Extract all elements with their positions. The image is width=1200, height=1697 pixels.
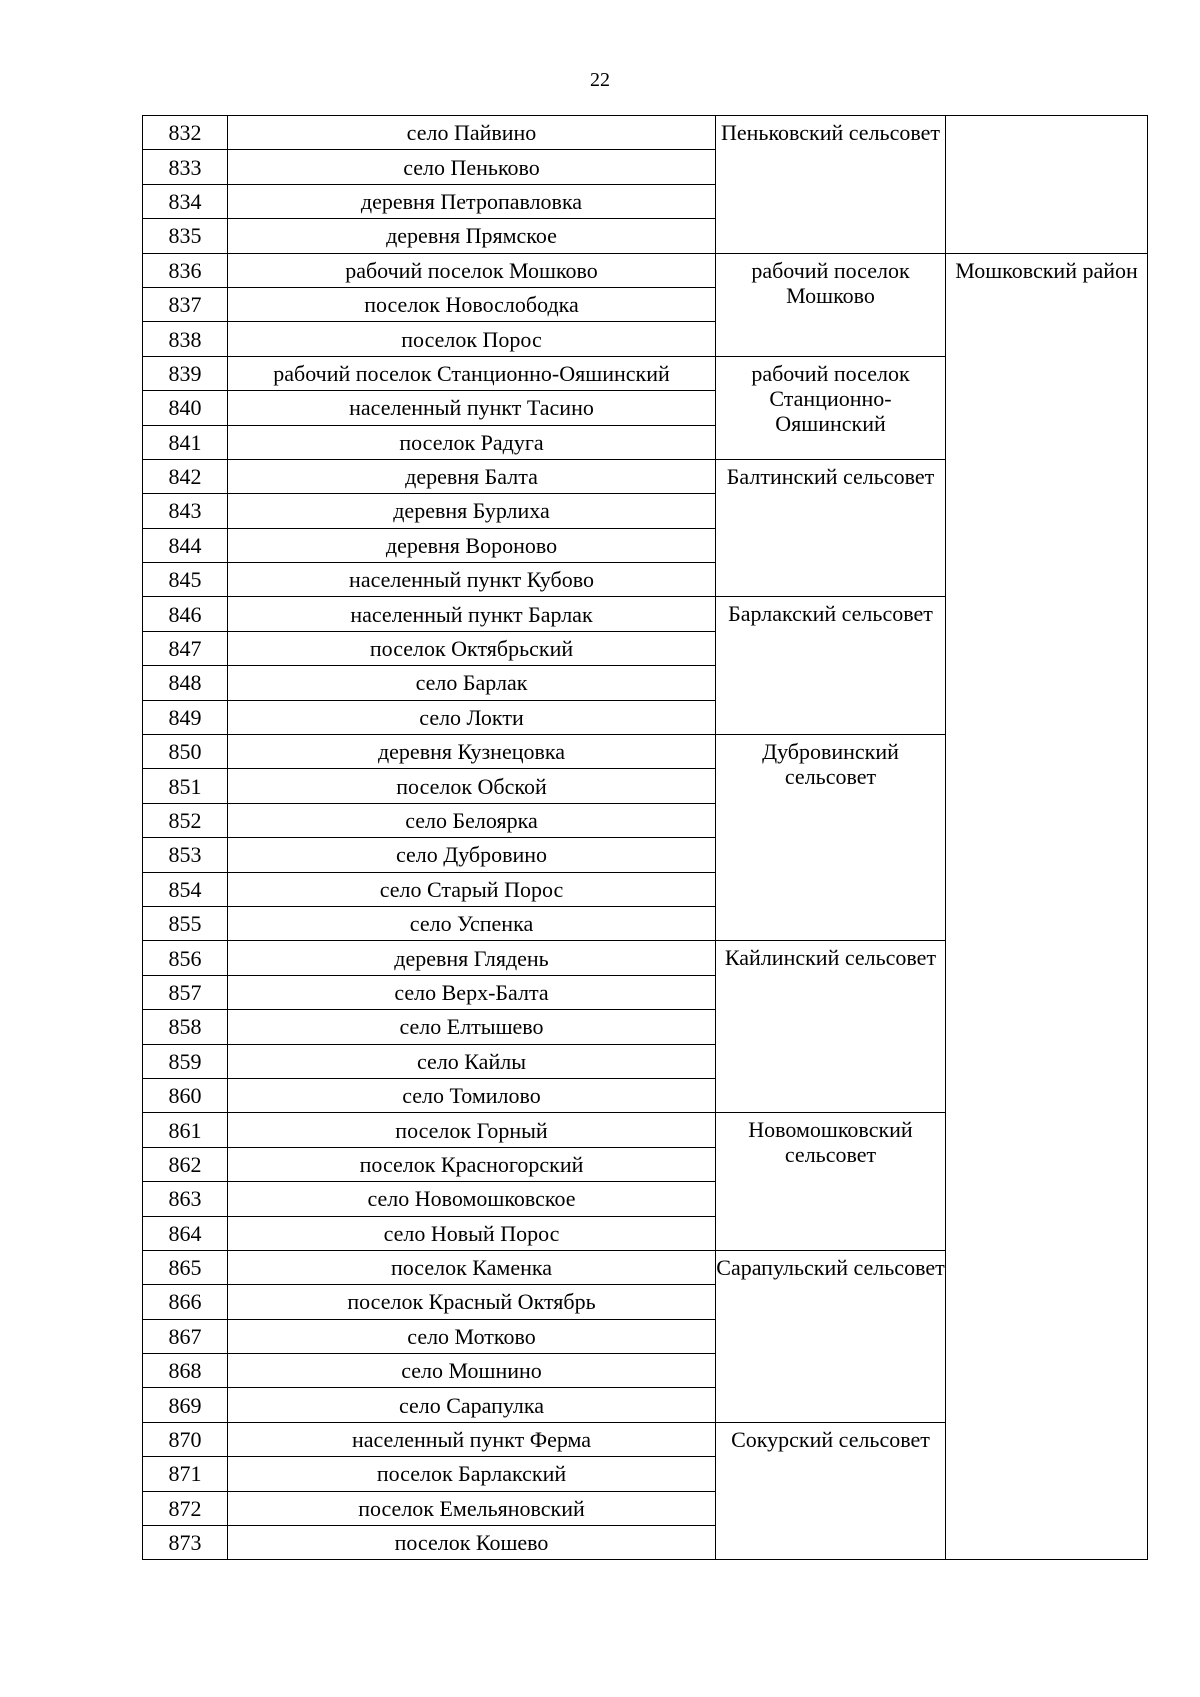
row-number-cell: 841: [143, 425, 228, 459]
settlement-name-cell: село Сарапулка: [228, 1388, 716, 1422]
row-number-cell: 843: [143, 494, 228, 528]
row-number-cell: 850: [143, 735, 228, 769]
settlement-name-cell: деревня Петропавловка: [228, 184, 716, 218]
row-number-cell: 847: [143, 631, 228, 665]
row-number-cell: 839: [143, 356, 228, 390]
row-number-cell: 854: [143, 872, 228, 906]
settlement-name-cell: село Дубровино: [228, 838, 716, 872]
row-number-cell: 842: [143, 459, 228, 493]
settlement-name-cell: село Локти: [228, 700, 716, 734]
municipality-cell: Пеньковский сельсовет: [716, 116, 946, 254]
settlement-name-cell: населенный пункт Тасино: [228, 391, 716, 425]
municipality-cell: Новомошковский сельсовет: [716, 1113, 946, 1251]
row-number-cell: 837: [143, 287, 228, 321]
settlement-name-cell: поселок Красногорский: [228, 1147, 716, 1181]
row-number-cell: 862: [143, 1147, 228, 1181]
settlements-table: [142, 115, 1148, 1560]
municipality-cell: Кайлинский сельсовет: [716, 941, 946, 1113]
table-row: [143, 253, 1148, 287]
settlement-name-cell: село Мотково: [228, 1319, 716, 1353]
district-cell: Мошковский район: [946, 253, 1148, 1560]
settlement-name-cell: село Новомошковское: [228, 1182, 716, 1216]
settlement-name-cell: поселок Красный Октябрь: [228, 1285, 716, 1319]
row-number-cell: 869: [143, 1388, 228, 1422]
row-number-cell: 872: [143, 1491, 228, 1525]
settlement-name-cell: деревня Бурлиха: [228, 494, 716, 528]
settlement-name-cell: деревня Прямское: [228, 219, 716, 253]
row-number-cell: 858: [143, 1010, 228, 1044]
row-number-cell: 840: [143, 391, 228, 425]
row-number-cell: 834: [143, 184, 228, 218]
row-number-cell: 865: [143, 1250, 228, 1284]
settlement-name-cell: населенный пункт Барлак: [228, 597, 716, 631]
row-number-cell: 838: [143, 322, 228, 356]
settlement-name-cell: село Старый Порос: [228, 872, 716, 906]
settlement-name-cell: поселок Емельяновский: [228, 1491, 716, 1525]
settlement-name-cell: село Белоярка: [228, 803, 716, 837]
row-number-cell: 855: [143, 906, 228, 940]
settlement-name-cell: село Пайвино: [228, 116, 716, 150]
settlement-name-cell: населенный пункт Ферма: [228, 1422, 716, 1456]
settlement-name-cell: деревня Кузнецовка: [228, 735, 716, 769]
row-number-cell: 870: [143, 1422, 228, 1456]
settlement-name-cell: село Пеньково: [228, 150, 716, 184]
settlement-name-cell: поселок Новослободка: [228, 287, 716, 321]
row-number-cell: 856: [143, 941, 228, 975]
settlement-name-cell: село Верх-Балта: [228, 975, 716, 1009]
page-number: 22: [590, 69, 610, 91]
settlement-name-cell: поселок Обской: [228, 769, 716, 803]
settlement-name-cell: село Елтышево: [228, 1010, 716, 1044]
municipality-cell: Сарапульский сельсовет: [716, 1250, 946, 1422]
settlement-name-cell: село Кайлы: [228, 1044, 716, 1078]
settlement-name-cell: поселок Радуга: [228, 425, 716, 459]
row-number-cell: 848: [143, 666, 228, 700]
row-number-cell: 853: [143, 838, 228, 872]
row-number-cell: 859: [143, 1044, 228, 1078]
row-number-cell: 835: [143, 219, 228, 253]
district-cell-empty: [946, 116, 1148, 254]
settlement-name-cell: село Успенка: [228, 906, 716, 940]
row-number-cell: 832: [143, 116, 228, 150]
settlement-name-cell: село Новый Порос: [228, 1216, 716, 1250]
row-number-cell: 844: [143, 528, 228, 562]
row-number-cell: 849: [143, 700, 228, 734]
row-number-cell: 873: [143, 1526, 228, 1560]
row-number-cell: 861: [143, 1113, 228, 1147]
settlement-name-cell: поселок Октябрьский: [228, 631, 716, 665]
row-number-cell: 867: [143, 1319, 228, 1353]
settlement-name-cell: рабочий поселок Мошково: [228, 253, 716, 287]
municipality-cell: рабочий поселок Станционно-Ояшинский: [716, 356, 946, 459]
table-row: [143, 116, 1148, 150]
municipality-cell: Барлакский сельсовет: [716, 597, 946, 735]
row-number-cell: 868: [143, 1354, 228, 1388]
settlement-name-cell: поселок Горный: [228, 1113, 716, 1147]
settlement-name-cell: деревня Вороново: [228, 528, 716, 562]
row-number-cell: 851: [143, 769, 228, 803]
municipality-cell: Балтинский сельсовет: [716, 459, 946, 597]
row-number-cell: 860: [143, 1078, 228, 1112]
settlement-name-cell: село Барлак: [228, 666, 716, 700]
row-number-cell: 864: [143, 1216, 228, 1250]
municipality-cell: рабочий поселок Мошково: [716, 253, 946, 356]
row-number-cell: 846: [143, 597, 228, 631]
row-number-cell: 871: [143, 1457, 228, 1491]
settlement-name-cell: рабочий поселок Станционно-Ояшинский: [228, 356, 716, 390]
row-number-cell: 852: [143, 803, 228, 837]
settlements-table-body: [143, 116, 1148, 1560]
row-number-cell: 866: [143, 1285, 228, 1319]
municipality-cell: Дубровинский сельсовет: [716, 735, 946, 941]
settlement-name-cell: село Томилово: [228, 1078, 716, 1112]
settlement-name-cell: деревня Глядень: [228, 941, 716, 975]
settlement-name-cell: поселок Кошево: [228, 1526, 716, 1560]
row-number-cell: 836: [143, 253, 228, 287]
settlement-name-cell: поселок Барлакский: [228, 1457, 716, 1491]
settlement-name-cell: поселок Каменка: [228, 1250, 716, 1284]
row-number-cell: 857: [143, 975, 228, 1009]
settlement-name-cell: деревня Балта: [228, 459, 716, 493]
row-number-cell: 833: [143, 150, 228, 184]
settlement-name-cell: населенный пункт Кубово: [228, 563, 716, 597]
settlement-name-cell: село Мошнино: [228, 1354, 716, 1388]
settlement-name-cell: поселок Порос: [228, 322, 716, 356]
municipality-cell: Сокурский сельсовет: [716, 1422, 946, 1560]
row-number-cell: 845: [143, 563, 228, 597]
row-number-cell: 863: [143, 1182, 228, 1216]
